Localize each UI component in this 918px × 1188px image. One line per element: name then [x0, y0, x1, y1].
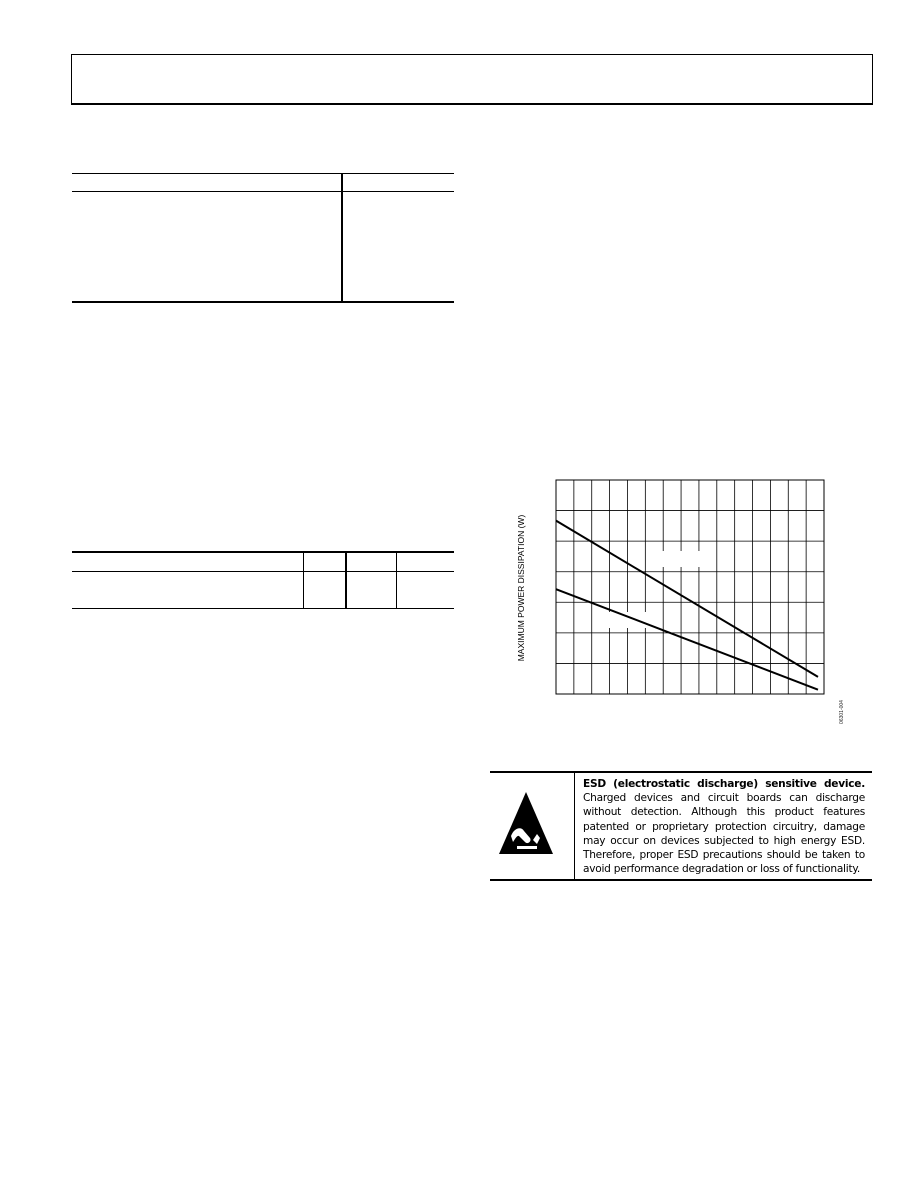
esd-warning-icon	[497, 790, 555, 856]
series-line-1	[556, 521, 818, 677]
chart-series	[556, 521, 818, 690]
esd-divider	[574, 773, 575, 879]
annotation-mask	[602, 612, 648, 628]
plot-frame	[556, 480, 824, 694]
esd-body: Charged devices and circuit boards can discharge without detection. Although this product features patented or proprietary protection circuitry, damage may occur on devices subjected to high energy ESD. Therefore, proper ESD precautions should be taken to avoid performance degradation or loss of functionality.	[583, 792, 865, 876]
series-line-2	[556, 589, 818, 690]
chart-annotations	[602, 551, 708, 628]
annotation-mask	[660, 551, 708, 567]
chart-grid	[556, 480, 824, 694]
esd-title: ESD (electrostatic discharge) sensitive device.	[583, 778, 865, 790]
figure-code-text: 06301-004	[839, 700, 845, 724]
y-axis-label-text: MAXIMUM POWER DISSIPATION (W)	[516, 514, 526, 662]
esd-notice-text	[583, 777, 865, 876]
